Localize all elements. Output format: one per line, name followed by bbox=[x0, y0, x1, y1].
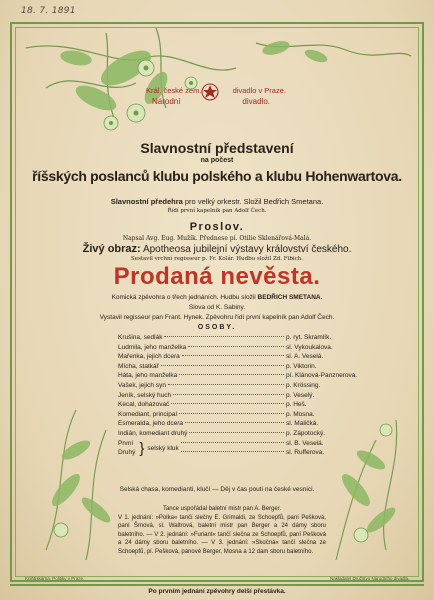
handwritten-date: 18. 7. 1891 bbox=[21, 6, 76, 16]
druhy-first-label: První bbox=[118, 439, 134, 447]
leader-dots bbox=[181, 442, 284, 443]
leader-dots bbox=[168, 384, 284, 385]
cast-row bbox=[118, 371, 358, 381]
intermission-note: Po prvním jednání zpěvohry delší přestávka. bbox=[148, 588, 286, 595]
proslov-credit: Napsal Avg. Eug. Mužík. Přednese pí. Otilie Sklenářová-Malá. bbox=[122, 235, 312, 242]
prelude-line bbox=[0, 197, 434, 206]
cast-row bbox=[118, 333, 348, 343]
cast-role: Jeník, selský huch bbox=[118, 391, 172, 399]
dances-block bbox=[118, 505, 326, 557]
cast-role: Mícha, statkář bbox=[118, 362, 159, 370]
cast-actor: p. Veselý. bbox=[286, 391, 315, 399]
cast-role: Mařenka, jejich dcera bbox=[118, 353, 180, 361]
leader-dots bbox=[188, 346, 284, 347]
cast-actor: sl. A. Veselá. bbox=[286, 353, 324, 361]
event-subtitle: na počest bbox=[200, 157, 234, 164]
cast-role: Vašek, jejich syn bbox=[118, 381, 166, 389]
druhy-actor-first: sl. B. Veselá. bbox=[286, 439, 324, 447]
cast-role: Krušina, sedlák bbox=[118, 334, 163, 341]
cast-row bbox=[118, 343, 348, 353]
dances-body: V 1. jednání: »Polka« tančí slečny E. Grimaldi, ze Schoepfů, paní Pešková, paní Šrnová, sl. Waltrová, baletní mistr pan Berger a 24 dámy sboru baletního. — V 2. jednání: »Furiant« tančí slečna ze Schoepfů, paní Pešková a 24 dámy sboru baletního. — V 3. jednání: »Skočná« tančí slečna ze Schoepfů, pí. Pešková, pánové Berger, Mosna a 12 dam sboru baletního. bbox=[118, 514, 326, 555]
opera-desc-part1: Komická zpěvohra o třech jednáních. Hudbu složil bbox=[111, 294, 256, 301]
cast-role: Háta, jeho manželka bbox=[118, 372, 178, 380]
opera-composer: BEDŘICH SMETANA. bbox=[257, 294, 323, 301]
cast-actor: p. Krössing. bbox=[286, 381, 321, 389]
leader-dots bbox=[164, 336, 284, 337]
cast-actor: p. Zápotocký. bbox=[286, 429, 326, 437]
bottom-rule bbox=[10, 584, 424, 586]
brace-glyph: } bbox=[139, 439, 145, 457]
event-title: Slavnostní představení bbox=[140, 140, 294, 156]
opera-libretto: Slova od K. Sabiny. bbox=[188, 304, 246, 311]
zivy-obraz-bold: Živý obraz: bbox=[82, 243, 141, 255]
theatre-label-left-top: Král. české zem. bbox=[146, 86, 202, 95]
event-guests: říšských poslanců klubu polského a klubu Hohenwartova. bbox=[32, 168, 402, 184]
cast-row bbox=[118, 429, 348, 439]
cast-row bbox=[118, 391, 348, 401]
cast-actor: pí. Klánová-Panznerova. bbox=[286, 372, 358, 380]
cast-actor: sl. Vykoukalova. bbox=[286, 343, 333, 351]
chorus-line: Selská chasa, komedianti, klučí — Děj v čas pouti na české vesnici. bbox=[119, 486, 315, 493]
leader-dots bbox=[189, 432, 284, 433]
cast-role: Komediant, principal bbox=[118, 410, 177, 418]
proslov-heading: Proslov. bbox=[189, 221, 245, 233]
cast-row bbox=[118, 410, 348, 420]
cast-role: Ludmila, jeho manželka bbox=[118, 343, 187, 351]
prelude-bold: Slavnostní předehra bbox=[110, 197, 183, 206]
cast-role: Esmeralda, jeho dcera bbox=[118, 420, 184, 428]
cast-actor: p. Mosna. bbox=[286, 410, 315, 418]
zivy-obraz-rest: Apotheosa jubilejní výstavy království českého. bbox=[142, 244, 352, 255]
printer-credit-left: Knihtiskárna, Politiky v Praze. bbox=[25, 576, 85, 581]
leader-dots bbox=[179, 374, 284, 375]
cast-actor: p. Viktorin. bbox=[286, 362, 317, 370]
zivy-obraz-credit: Sestavil vrchní regisseur p. Fr. Kolár. Hudbu složil Zd. Fibich. bbox=[130, 256, 304, 262]
cast-actor: p. Heš. bbox=[286, 401, 307, 409]
cast-role: Kecal, dohazovač bbox=[118, 401, 170, 409]
zivy-obraz-line bbox=[0, 243, 434, 255]
leader-dots bbox=[171, 403, 284, 404]
cast-row bbox=[118, 381, 348, 391]
dances-intro: Tance uspořádal baletní mistr pan A. Berger. bbox=[162, 506, 282, 512]
leader-dots bbox=[173, 394, 284, 395]
cast-actor: sl. Maličká. bbox=[286, 420, 319, 428]
cast-row bbox=[118, 400, 348, 410]
printer-credit-right: Nakladatel Družstvo Národního divadla. bbox=[330, 576, 410, 581]
cast-heading: OSOBY. bbox=[197, 324, 237, 331]
theatre-label-left-bottom: Národní bbox=[152, 97, 181, 106]
druhy-second-label: Druhý bbox=[118, 449, 136, 457]
opera-title: Prodaná nevěsta. bbox=[113, 263, 321, 290]
druhy-group bbox=[118, 439, 348, 458]
leader-dots bbox=[179, 413, 284, 414]
cast-row bbox=[118, 419, 348, 429]
cast-actor: p. ryt. Skramlík. bbox=[286, 334, 332, 341]
druhy-role: selský kluk bbox=[147, 444, 179, 452]
druhy-actor-second: sl. Rufferova. bbox=[286, 449, 325, 457]
leader-dots bbox=[182, 355, 284, 356]
leader-dots bbox=[185, 422, 284, 423]
leader-dots bbox=[161, 365, 284, 366]
cast-role: Indián, komediant druhý bbox=[118, 429, 188, 437]
leader-dots bbox=[181, 451, 284, 452]
theatre-emblem-icon bbox=[200, 82, 220, 102]
theatre-label-right-bottom: divadlo. bbox=[242, 97, 270, 106]
opera-staging: Vystavil regisseur pan Frant. Hynek. Zpěvohru řídí první kapelník pan Adolf Čech. bbox=[99, 314, 335, 321]
cast-row bbox=[118, 352, 348, 362]
cast-list bbox=[118, 333, 358, 458]
theatre-label-right-top: divadlo v Praze. bbox=[232, 86, 286, 95]
opera-description bbox=[0, 294, 434, 301]
prelude-conductor: Řídí první kapelník pan Adolf Čech. bbox=[167, 208, 267, 214]
cast-row bbox=[118, 362, 348, 372]
prelude-rest: pro velký orkestr. Složil Bedřich Smetana. bbox=[184, 197, 324, 206]
